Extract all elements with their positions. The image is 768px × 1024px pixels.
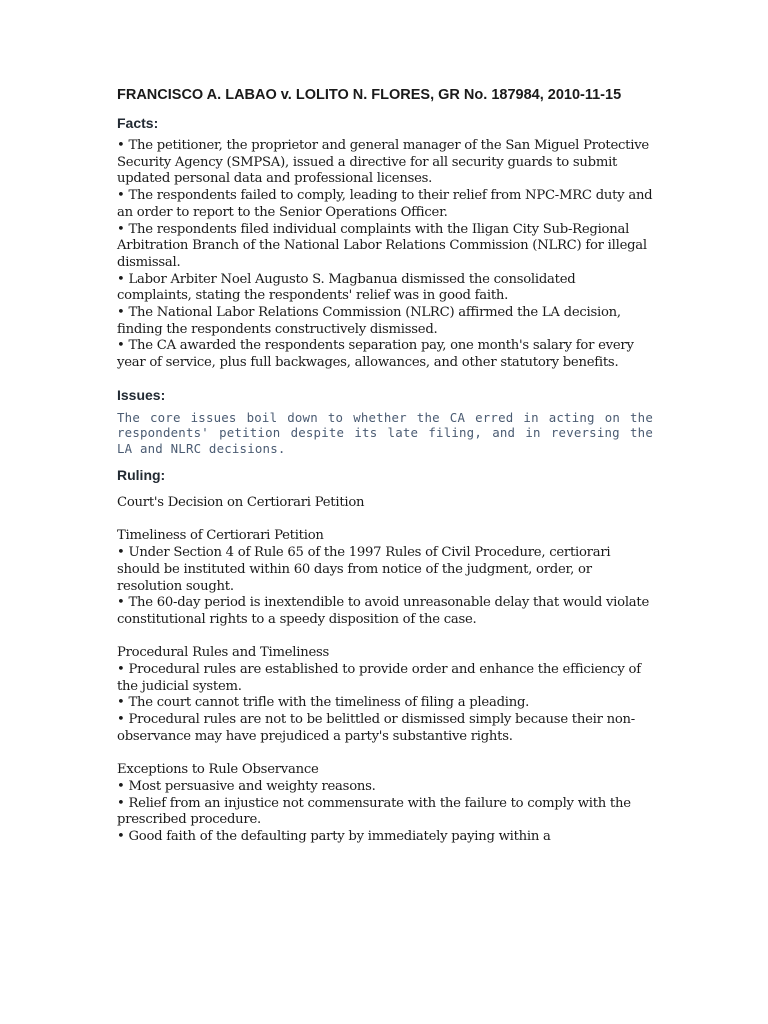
spacer bbox=[117, 512, 653, 529]
facts-item: • The respondents filed individual complaints with the Iligan City Sub-Regional Arbitration Branch of the National Labor Relations Commission (NLRC) for illegal dismissal. bbox=[117, 221, 647, 270]
section-item: • Procedural rules are not to be belittled or dismissed simply because their non-observance may have prejudiced a party's substantive rights. bbox=[117, 712, 636, 744]
facts-heading: Facts: bbox=[117, 115, 159, 131]
section-item: • The 60-day period is inextendible to avoid unreasonable delay that would violate constitutional rights to a speedy disposition of the case. bbox=[117, 595, 650, 627]
section-item: • Under Section 4 of Rule 65 of the 1997 Rules of Civil Procedure, certiorari should be instituted within 60 days from notice of the judgment, order, or resolution sought. bbox=[117, 545, 611, 594]
section-title: Timeliness of Certiorari Petition bbox=[117, 528, 324, 544]
issues-paragraph: The core issues boil down to whether the CA erred in acting on the respondents' petition despite its late filing, and in reversing the LA and NLRC decisions. bbox=[117, 409, 653, 456]
section-item: • Procedural rules are established to provide order and enhance the efficiency of the judicial system. bbox=[117, 662, 641, 694]
issues-heading: Issues: bbox=[117, 386, 166, 403]
spacer bbox=[117, 629, 653, 646]
spacer bbox=[117, 746, 653, 763]
facts-item: • Labor Arbiter Noel Augusto S. Magbanua dismissed the consolidated complaints, stating the respondents' relief was in good faith. bbox=[117, 271, 576, 304]
section-item: • Good faith of the defaulting party by immediately paying within a bbox=[117, 829, 551, 845]
section-title: Exceptions to Rule Observance bbox=[117, 762, 319, 778]
ruling-heading: Ruling: bbox=[117, 467, 166, 484]
facts-item: • The National Labor Relations Commission (NLRC) affirmed the LA decision, finding the respondents constructively dismissed. bbox=[117, 305, 621, 337]
document-content bbox=[117, 86, 653, 846]
facts-item: • The CA awarded the respondents separation pay, one month's salary for every year of service, plus full backwages, allowances, and other statutory benefits. bbox=[117, 338, 634, 371]
section-item: • The court cannot trifle with the timeliness of filing a pleading. bbox=[117, 695, 530, 711]
section-item: • Most persuasive and weighty reasons. bbox=[117, 778, 376, 794]
facts-list bbox=[117, 138, 653, 372]
section-item: • Relief from an injustice not commensurate with the failure to comply with the prescribed procedure. bbox=[117, 795, 631, 828]
ruling-subtitle: Court's Decision on Certiorari Petition bbox=[117, 495, 365, 511]
facts-item: • The petitioner, the proprietor and general manager of the San Miguel Protective Security Agency (SMPSA), issued a directive for all security guards to submit updated personal data and professional licenses. bbox=[117, 138, 649, 187]
facts-item: • The respondents failed to comply, leading to their relief from NPC-MRC duty and an order to report to the Senior Operations Officer. bbox=[117, 188, 653, 220]
case-title: FRANCISCO A. LABAO v. LOLITO N. FLORES, GR No. 187984, 2010-11-15 bbox=[117, 87, 622, 103]
section-title: Procedural Rules and Timeliness bbox=[117, 645, 330, 661]
